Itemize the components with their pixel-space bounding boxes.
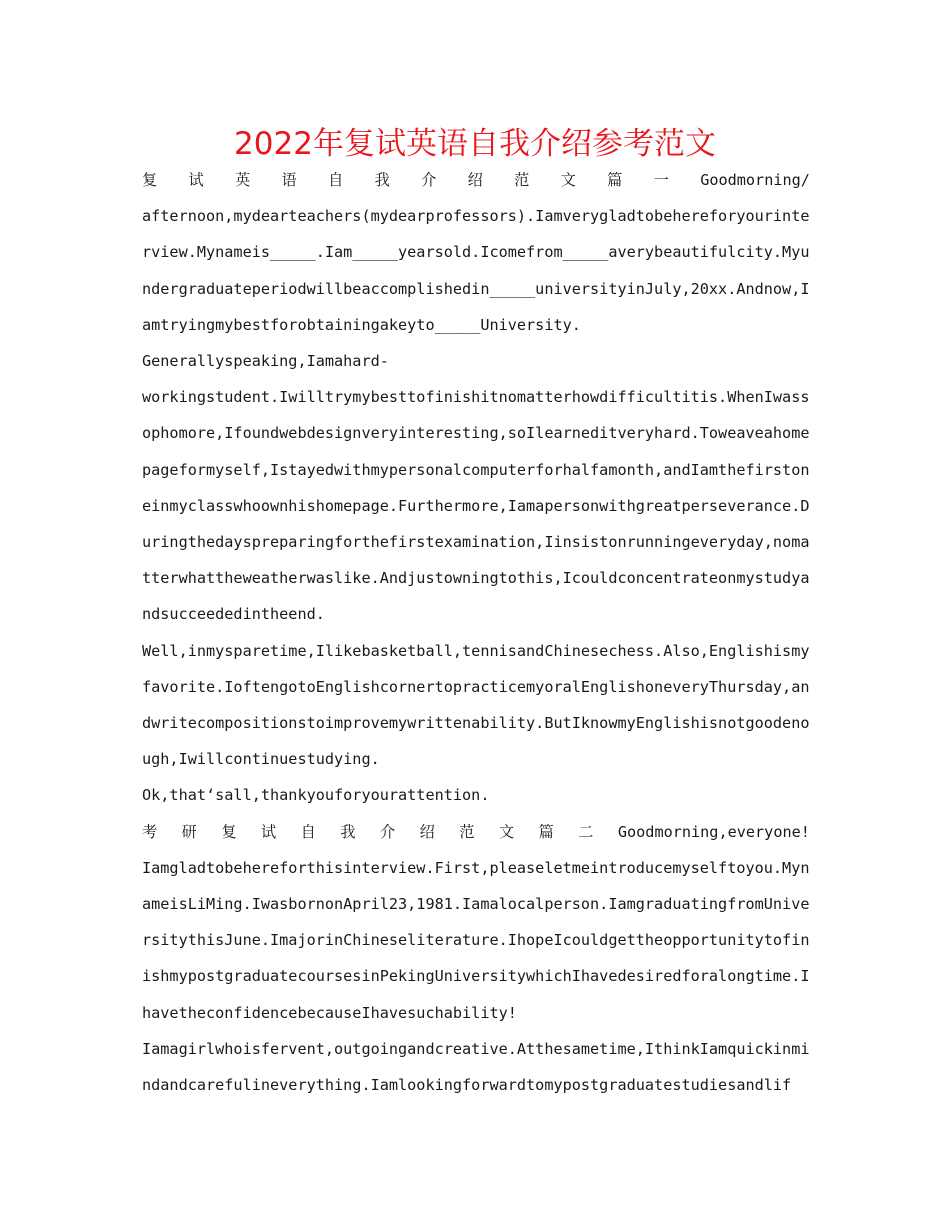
- document-body: [142, 162, 810, 1103]
- heading-char: 语: [281, 171, 297, 189]
- heading-char: 自: [300, 822, 316, 841]
- heading-char: 文: [560, 171, 576, 189]
- heading-char: 二: [578, 822, 594, 841]
- heading-char: 一: [653, 171, 669, 189]
- heading-char: 复: [221, 822, 237, 841]
- paragraph: Ok,that‘sall,thankyouforyourattention.: [142, 786, 490, 805]
- heading-char: 复: [142, 171, 158, 189]
- paragraph: afternoon,mydearteachers(mydearprofessors).Iamverygladtobehereforyourinterview.Mynameis_____.Iam_____yearsold.Icomefrom_____averybeautifulcity.Myundergraduateperiodwillbeaccomplishedin_____universityinJuly,20xx.Andnow,Iamtryingmybestforobtainingakeyto_____University.: [142, 207, 810, 334]
- paragraph: Well,inmysparetime,Ilikebasketball,tennisandChinesechess.Also,Englishismyfavorite.IoftengotoEnglishcornertopracticemyoralEnglishoneveryThursday,andwritecompositionstoimprovemywrittenability.ButIknowmyEnglishisnotgoodenough,Iwillcontinuestudying.: [142, 641, 810, 769]
- heading-char: 介: [421, 171, 437, 189]
- paragraph: Generallyspeaking,Iamahard-: [142, 352, 389, 371]
- paragraph: workingstudent.Iwilltrymybesttofinishitnomatterhowdifficultitis.WhenIwassophomore,Ifoundwebdesignveryinteresting,soIlearneditveryhard.Toweaveahomepageformyself,Istayedwithmypersonalcomputerforhalfamonth,andIamthefirstoneinmyclasswhoownhishomepage.Furthermore,Iamapersonwithgreatperseverance.Duringthedayspreparingforthefirstexamination,Iinsistonrunningeveryday,nomatterwhattheweatherwaslike.Andjustowningtothis,Icouldconcentrateonmystudyandsucceededintheend.: [142, 388, 810, 624]
- heading-char: 我: [374, 171, 390, 189]
- heading-char: 介: [379, 822, 396, 841]
- heading-char: 研: [181, 822, 197, 841]
- heading-tail-text: Goodmorning,everyone!: [617, 822, 810, 841]
- section-heading-1: [142, 162, 810, 198]
- heading-char: 英: [235, 171, 251, 189]
- heading-char: 范: [459, 822, 475, 841]
- heading-char: 绍: [419, 822, 435, 841]
- heading-char: 我: [340, 822, 356, 841]
- section-heading-2: [142, 814, 810, 850]
- heading-char: 自: [328, 171, 344, 189]
- heading-char: 试: [188, 171, 204, 189]
- heading-tail-text: Goodmorning/: [700, 171, 810, 189]
- heading-char: 篇: [607, 171, 623, 189]
- heading-char: 范: [514, 171, 530, 189]
- heading-char: 试: [260, 822, 277, 841]
- heading-char: 考: [142, 822, 158, 841]
- document-title: 2022年复试英语自我介绍参考范文: [234, 126, 716, 162]
- heading-char: 绍: [467, 171, 483, 189]
- heading-char: 文: [498, 822, 515, 841]
- paragraph: Iamgladtobehereforthisinterview.First,pleaseletmeintroducemyselftoyou.MynameisLiMing.IwasbornonApril23,1981.Iamalocalperson.IamgraduatingfromUniversitythisJune.ImajorinChineseliterature.IhopeIcouldgettheopportunitytofinishmypostgraduatecoursesinPekingUniversitywhichIhavedesiredforalongtime.IhavetheconfidencebecauseIhavesuchability!: [142, 858, 810, 1022]
- heading-char: 篇: [538, 822, 554, 841]
- paragraph: Iamagirlwhoisfervent,outgoingandcreative.Atthesametime,IthinkIamquickinmindandcarefulineverything.Iamlookingforwardtomypostgraduatestudiesandlif: [142, 1039, 810, 1095]
